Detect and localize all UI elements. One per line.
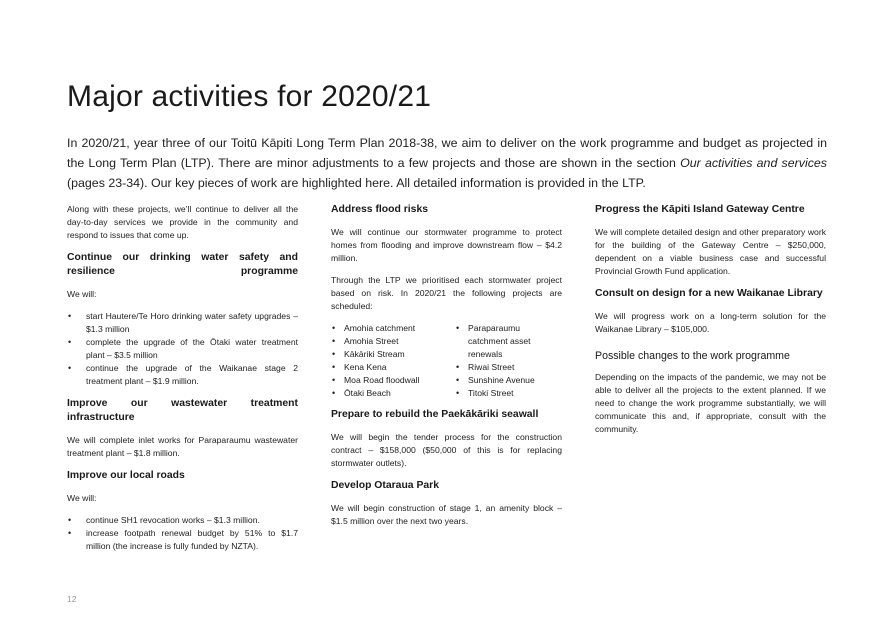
lead-paragraph: Along with these projects, we’ll continue to deliver all the day-to-day services we provide in the community and respond to issues that come up.: [67, 204, 298, 240]
list-item: • Amohia catchment: [331, 322, 455, 335]
heading-waikanae-library: Consult on design for a new Waikanae Library: [595, 288, 823, 299]
list-item: • Titoki Street: [455, 387, 555, 400]
list-item: • Paraparaumu catchment asset renewals: [455, 322, 555, 361]
heading-wastewater: Improve our wastewater treatment infrastructure: [67, 398, 298, 423]
local-roads-list: [67, 514, 298, 553]
page-number: 12: [67, 594, 77, 604]
otaraua-park-text: We will begin construction of stage 1, an amenity block – $1.5 million over the next two years.: [331, 503, 562, 526]
page-title: Major activities for 2020/21: [67, 80, 432, 113]
list-item: • start Hautere/Te Horo drinking water safety upgrades – $1.3 million: [67, 310, 298, 336]
heading-gateway-centre: Progress the Kāpiti Island Gateway Centre: [595, 204, 805, 215]
heading-possible-changes: Possible changes to the work programme: [595, 350, 790, 362]
list-item: • Kena Kena: [331, 361, 455, 374]
wastewater-text: We will complete inlet works for Paraparaumu wastewater treatment plant – $1.8 million.: [67, 435, 298, 458]
seawall-text: We will begin the tender process for the construction contract – $158,000 ($50,000 of this is for replacing stormwater outlets).: [331, 432, 562, 468]
intro-text-start: In 2020/21, year three of our Toitū Kāpiti Long Term Plan 2018-38, we aim to deliver on the work programme and budget as projected in the Long Term Plan (LTP). There are minor adjustments to a few projects and those are shown in the section: [67, 136, 827, 170]
list-item: • continue SH1 revocation works – $1.3 million.: [67, 514, 298, 527]
list-item: • Kākāriki Stream: [331, 348, 455, 361]
list-item: • Riwai Street: [455, 361, 555, 374]
possible-changes-text: Depending on the impacts of the pandemic, we may not be able to deliver all the projects to the extent planned. If we need to change the work programme substantially, we will communicate this and, if appropriate, consult with the community.: [595, 372, 826, 434]
heading-otaraua-park: Develop Otaraua Park: [331, 480, 439, 491]
list-item: • Moa Road floodwall: [331, 374, 455, 387]
flood-risks-projects-intro: Through the LTP we prioritised each stormwater project based on risk. In 2020/21 the following projects are scheduled:: [331, 275, 562, 311]
heading-drinking-water: Continue our drinking water safety and resilience programme: [67, 252, 298, 277]
intro-section-reference: Our activities and services: [680, 156, 827, 170]
we-will-label: We will:: [67, 289, 97, 299]
we-will-label: We will:: [67, 493, 97, 503]
waikanae-library-text: We will progress work on a long-term solution for the Waikanae Library – $105,000.: [595, 311, 826, 334]
intro-paragraph: [67, 133, 827, 193]
list-item: • increase footpath renewal budget by 51% to $1.7 million (the increase is fully funded by NZTA).: [67, 527, 298, 553]
list-item: • Ōtaki Beach: [331, 387, 455, 400]
heading-seawall: Prepare to rebuild the Paekākāriki seawall: [331, 409, 539, 420]
stormwater-projects-list: [331, 322, 562, 400]
gateway-centre-text: We will complete detailed design and other preparatory work for the building of the Gateway Centre – $250,000, dependent on a viable business case and successful Provincial Growth Fund application.: [595, 227, 826, 276]
stormwater-projects-right: [455, 322, 555, 400]
list-item: • Sunshine Avenue: [455, 374, 555, 387]
drinking-water-list: [67, 310, 298, 388]
stormwater-projects-left: [331, 322, 455, 400]
list-item: • complete the upgrade of the Ōtaki water treatment plant – $3.5 million: [67, 336, 298, 362]
column-right: [595, 203, 826, 445]
intro-text-end: (pages 23-34). Our key pieces of work are highlighted here. All detailed information is provided in the LTP.: [67, 176, 646, 190]
heading-flood-risks: Address flood risks: [331, 204, 429, 215]
list-item: • continue the upgrade of the Waikanae stage 2 treatment plant – $1.9 million.: [67, 362, 298, 388]
column-middle: [331, 203, 562, 537]
column-left: [67, 203, 298, 562]
heading-local-roads: Improve our local roads: [67, 470, 185, 481]
flood-risks-text: We will continue our stormwater programme to protect homes from flooding and improve downstream flow – $4.2 million.: [331, 227, 562, 263]
list-item: • Amohia Street: [331, 335, 455, 348]
